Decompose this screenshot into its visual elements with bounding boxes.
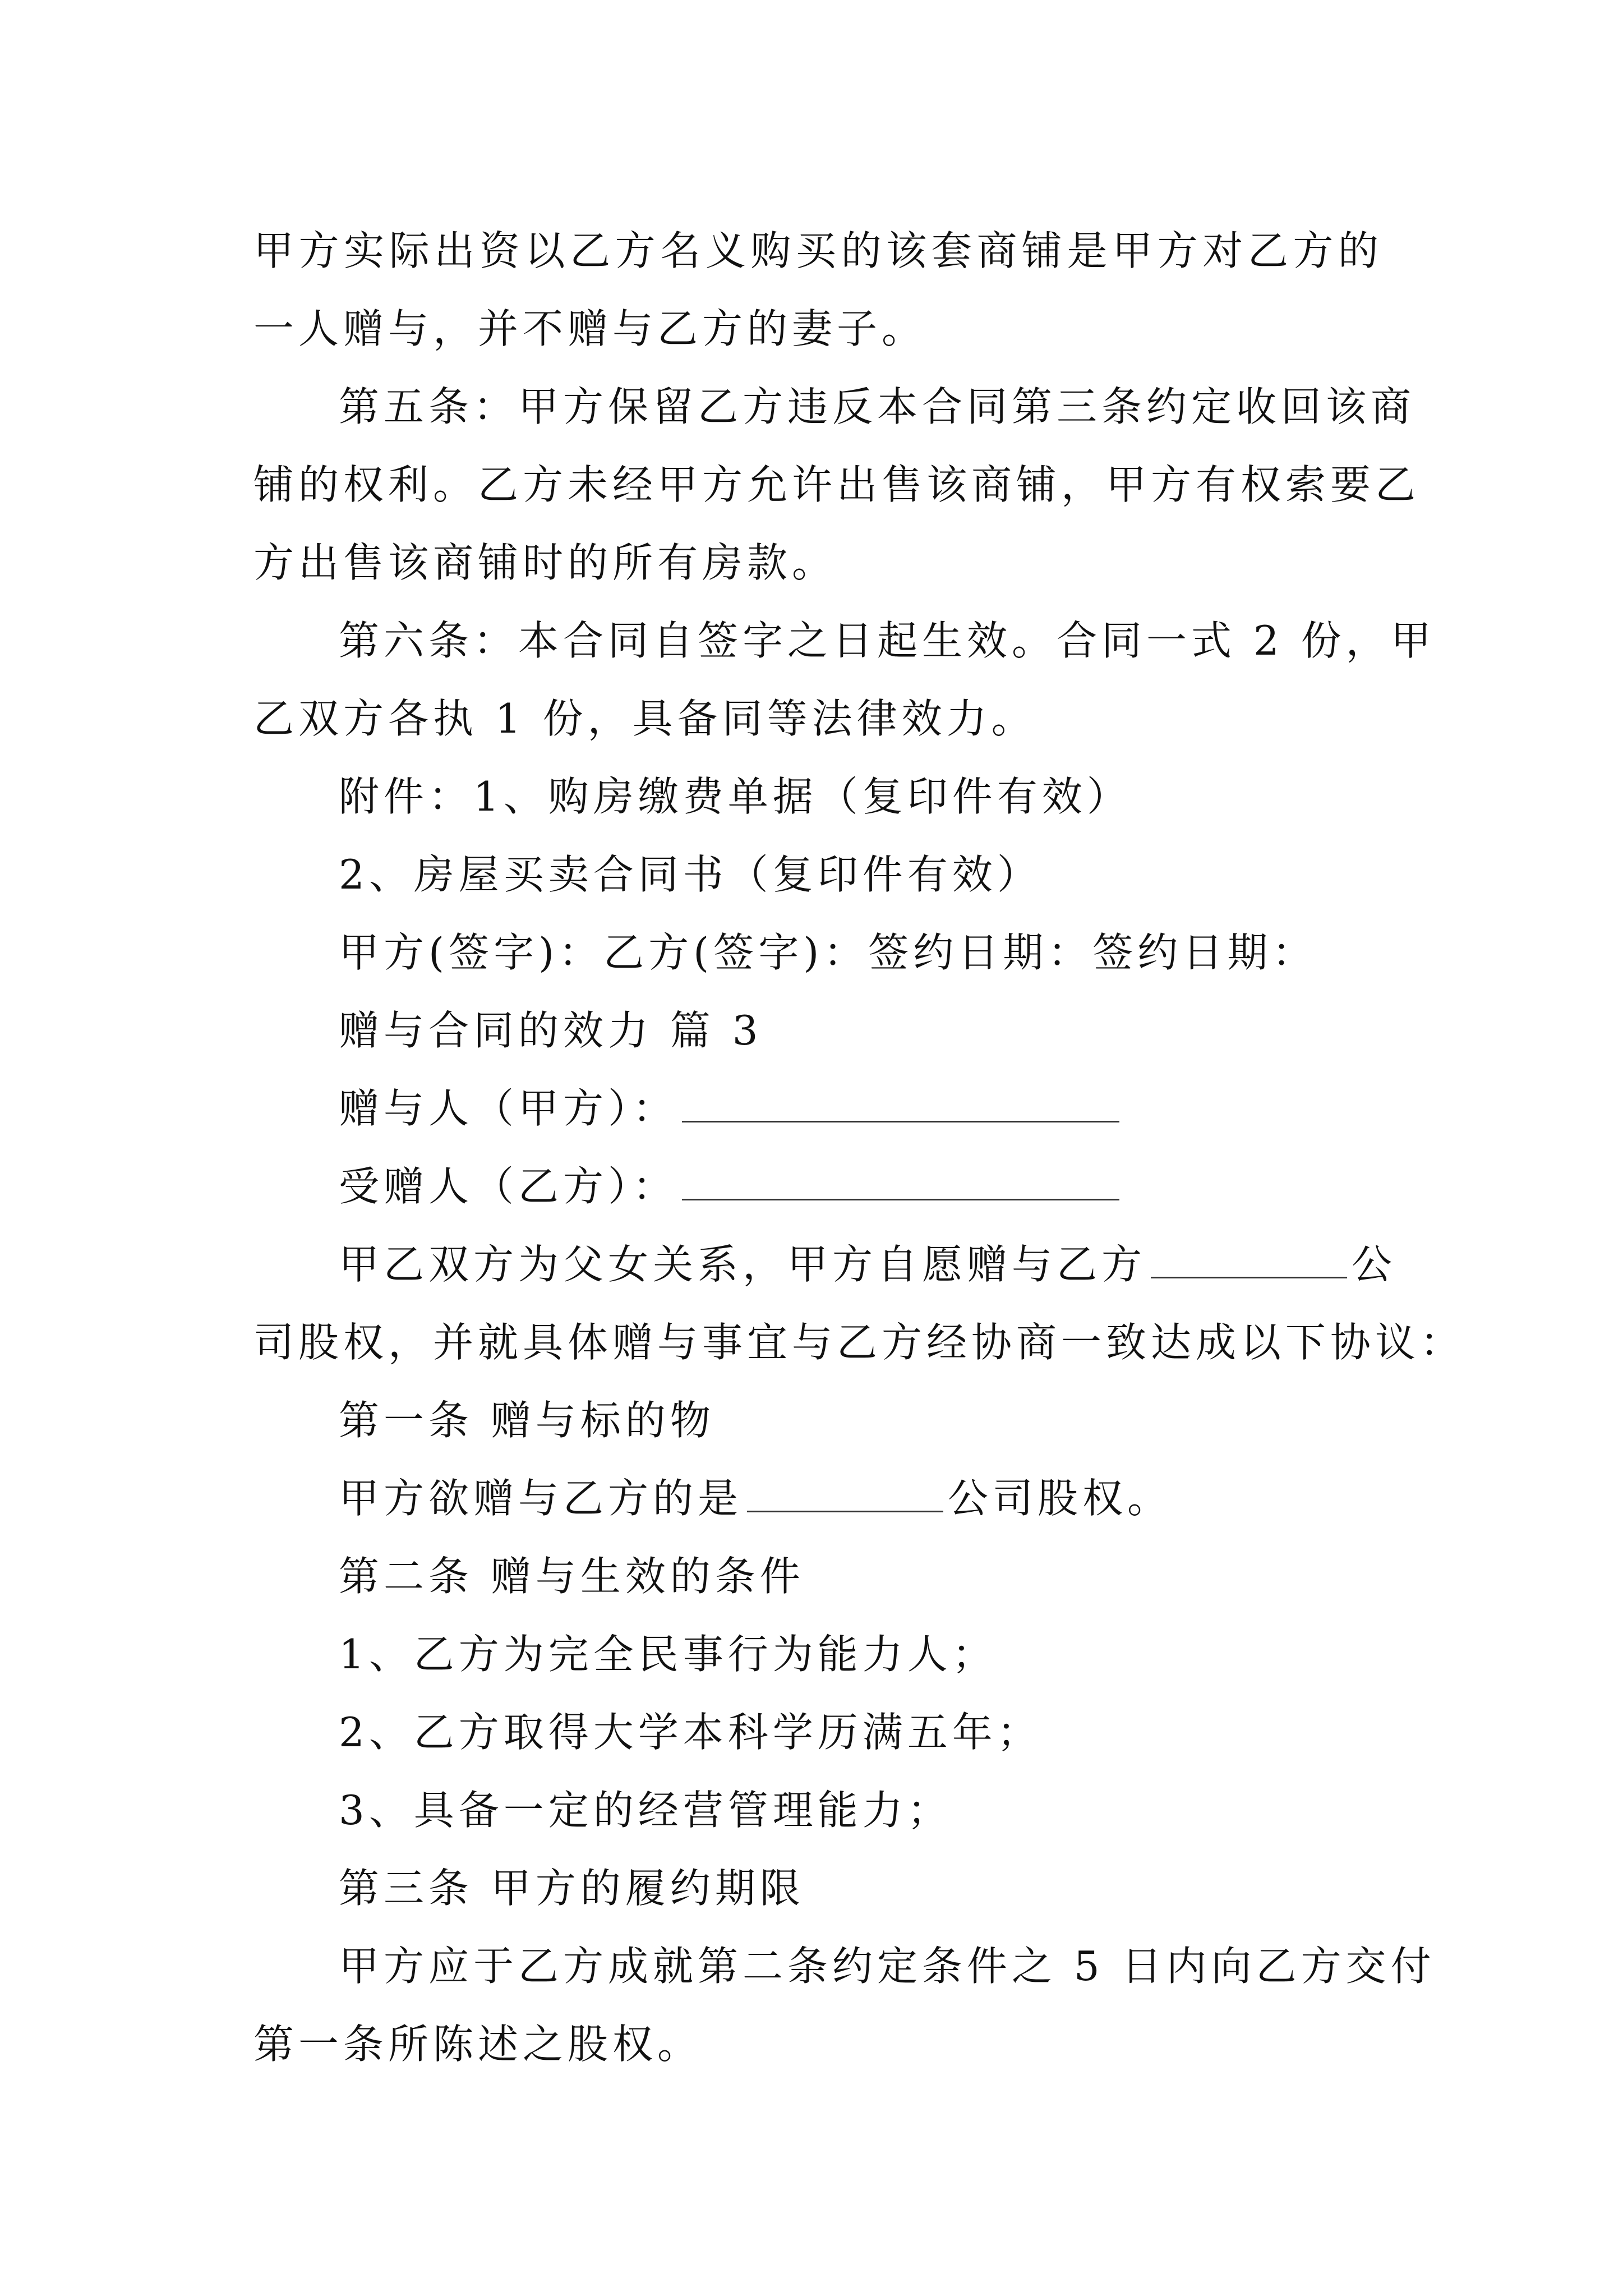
section-title: 赠与合同的效力 篇 3 — [339, 1007, 763, 1054]
article-1-heading: 第一条 赠与标的物 — [339, 1397, 715, 1444]
paragraph-line: 乙双方各执 1 份，具备同等法律效力。 — [253, 695, 1036, 742]
paragraph-line: 方出售该商铺时的所有房款。 — [253, 539, 837, 586]
paragraph-line: 铺的权利。乙方未经甲方允许出售该商铺，甲方有权索要乙 — [253, 461, 1421, 508]
article-6-line: 第六条：本合同自签字之日起生效。合同一式 2 份，甲 — [339, 617, 1436, 664]
donor-blank — [682, 1074, 1119, 1122]
paragraph-line: 甲方实际出资以乙方名义购买的该套商铺是甲方对乙方的 — [253, 227, 1383, 274]
donor-line — [253, 1070, 1383, 1148]
donee-blank — [682, 1152, 1119, 1200]
article-3-heading: 第三条 甲方的履约期限 — [339, 1865, 805, 1912]
gift-subject-line — [253, 1460, 1383, 1538]
paragraph-line: 甲方应于乙方成就第二条约定条件之 5 日内向乙方交付 — [339, 1943, 1436, 1990]
condition-item: 2、乙方取得大学本科学历满五年； — [339, 1709, 1042, 1756]
paragraph-line: 司股权，并就具体赠与事宜与乙方经协商一致达成以下协议： — [253, 1319, 1465, 1366]
donor-label: 赠与人（甲方）： — [339, 1085, 678, 1132]
agreement-intro-tail: 公 — [1352, 1241, 1397, 1288]
document-body — [253, 212, 1465, 2083]
signature-line: 甲方(签字)：乙方(签字)：签约日期：签约日期： — [339, 929, 1317, 976]
agreement-intro-text: 甲乙双方为父女关系，甲方自愿赠与乙方 — [339, 1241, 1147, 1288]
gift-subject-tail: 公司股权。 — [948, 1475, 1173, 1522]
gift-subject-text: 甲方欲赠与乙方的是 — [339, 1475, 743, 1522]
attachment-2-line: 2、房屋买卖合同书（复印件有效） — [339, 851, 1042, 898]
condition-item: 3、具备一定的经营管理能力； — [339, 1787, 952, 1834]
attachment-1-line: 附件：1、购房缴费单据（复印件有效） — [339, 773, 1132, 820]
donee-label: 受赠人（乙方）： — [339, 1163, 678, 1210]
company-name-blank — [747, 1464, 943, 1512]
article-2-heading: 第二条 赠与生效的条件 — [339, 1553, 805, 1600]
donee-line — [253, 1148, 1383, 1226]
paragraph-line: 一人赠与，并不赠与乙方的妻子。 — [253, 305, 927, 352]
company-name-blank — [1151, 1230, 1347, 1278]
paragraph-line: 第一条所陈述之股权。 — [253, 2021, 703, 2068]
condition-item: 1、乙方为完全民事行为能力人； — [339, 1631, 997, 1678]
article-5-line: 第五条：甲方保留乙方违反本合同第三条约定收回该商 — [339, 383, 1416, 430]
agreement-intro-line — [253, 1226, 1397, 1304]
